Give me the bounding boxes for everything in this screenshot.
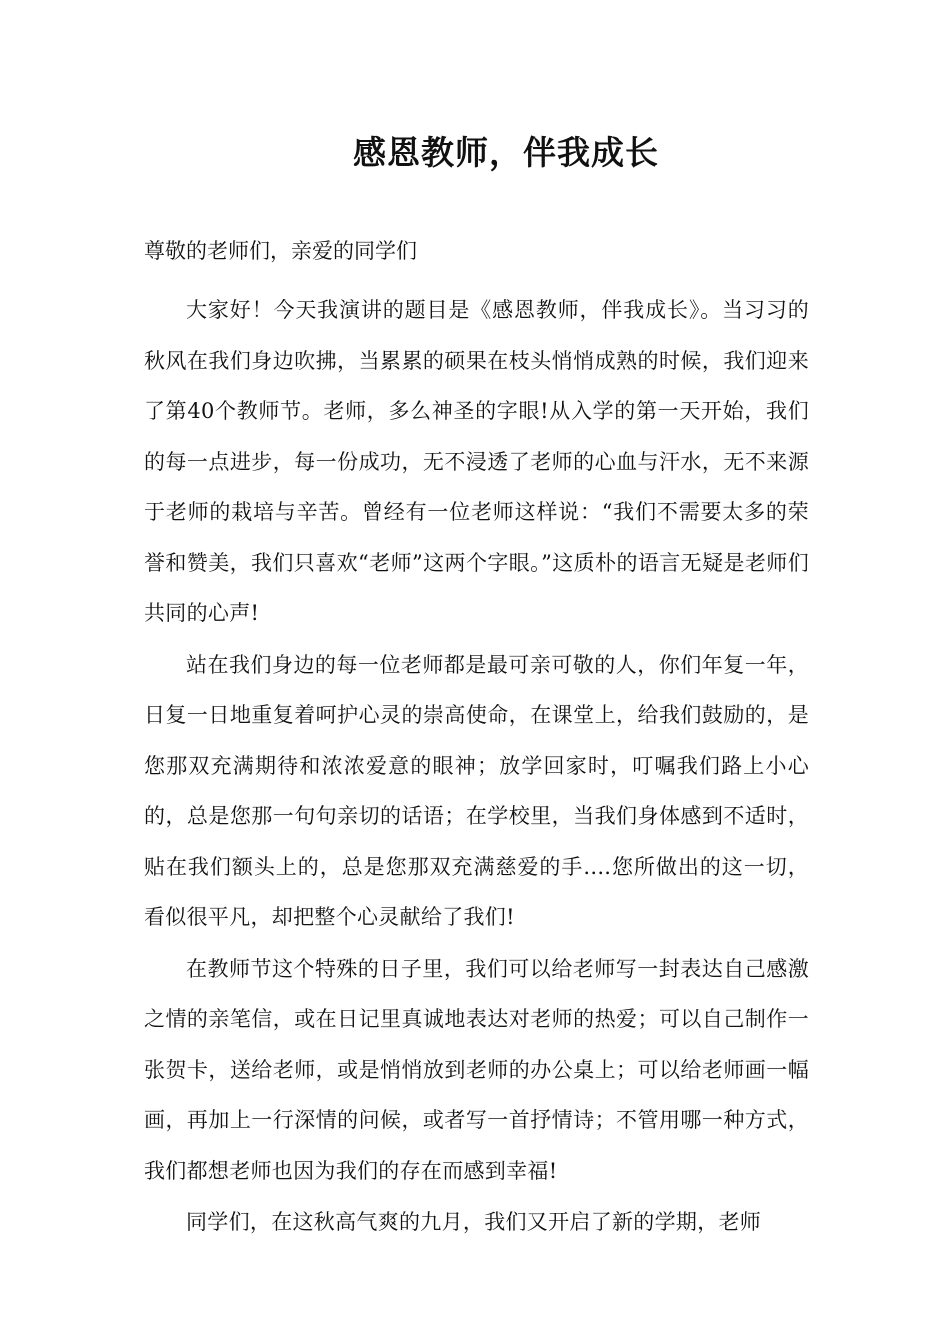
paragraph-1: 大家好！今天我演讲的题目是《感恩教师，伴我成长》。当习习的秋风在我们身边吹拂，当累累的硕果在枝头悄悄成熟的时候，我们迎来了第40个教师节。老师，多么神圣的字眼!从入学的第一天开始，我们的每一点进步，每一份成功，无不浸透了老师的心血与汗水，无不来源于老师的栽培与辛苦。曾经有一位老师这样说：“我们不需要太多的荣誉和赞美，我们只喜欢“老师”这两个字眼。”这质朴的语言无疑是老师们共同的心声! xyxy=(144,298,809,625)
paragraph-4: 同学们，在这秋高气爽的九月，我们又开启了新的学期，老师 xyxy=(186,1210,762,1234)
document-body xyxy=(144,226,809,1248)
paragraph-3: 在教师节这个特殊的日子里，我们可以给老师写一封表达自己感激之情的亲笔信，或在日记里真诚地表达对老师的热爱；可以自己制作一张贺卡，送给老师，或是悄悄放到老师的办公桌上；可以给老师画一幅画，再加上一行深情的问候，或者写一首抒情诗；不管用哪一种方式，我们都想老师也因为我们的存在而感到幸福! xyxy=(144,956,809,1183)
document-title: 感恩教师，伴我成长 xyxy=(353,133,659,172)
paragraph-2: 站在我们身边的每一位老师都是最可亲可敬的人，你们年复一年，日复一日地重复着呵护心灵的崇高使命，在课堂上，给我们鼓励的，是您那双充满期待和浓浓爱意的眼神；放学回家时，叮嘱我们路上小心的，总是您那一句句亲切的话语；在学校里，当我们身体感到不适时，贴在我们额头上的，总是您那双充满慈爱的手....您所做出的这一切，看似很平凡，却把整个心灵献给了我们! xyxy=(144,652,809,929)
salutation: 尊敬的老师们，亲爱的同学们 xyxy=(144,239,417,263)
